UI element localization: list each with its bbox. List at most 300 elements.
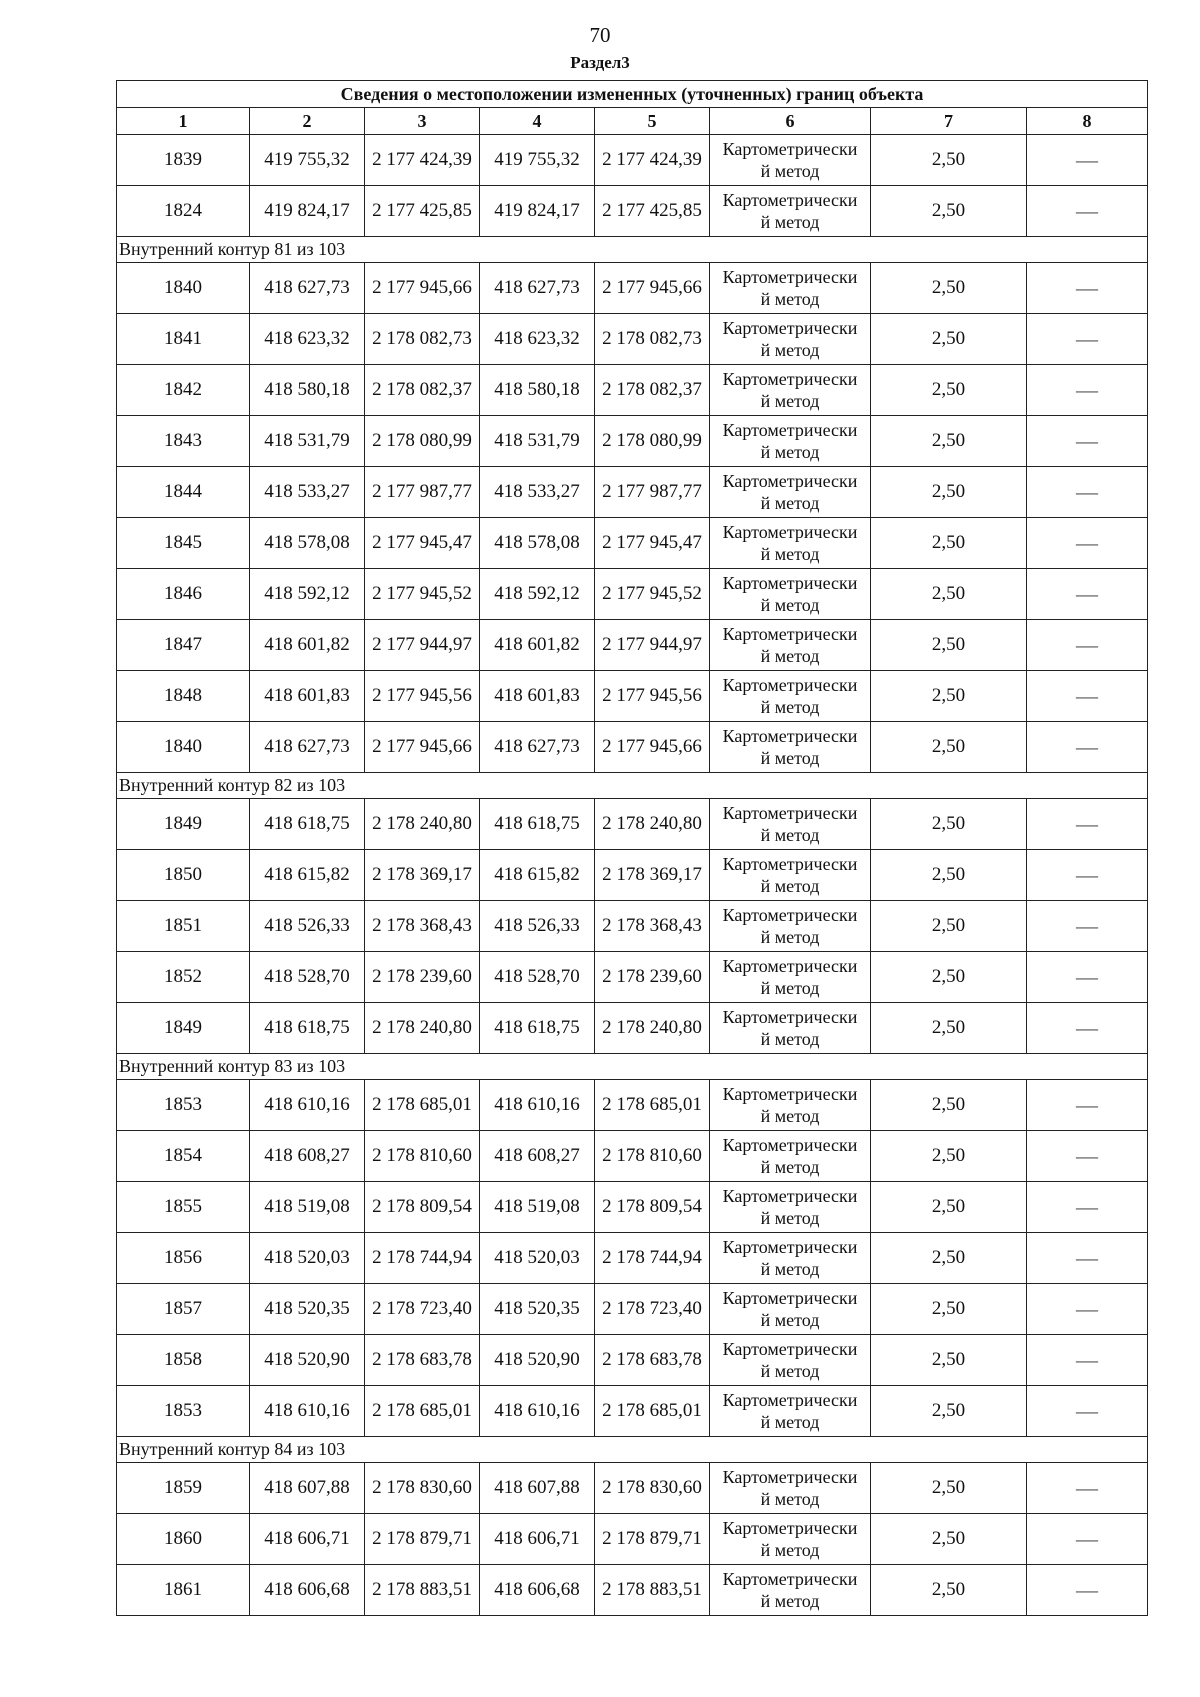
point-number-cell: 1857: [117, 1284, 250, 1335]
y-new-cell: 2 177 945,47: [595, 518, 710, 569]
x-old-cell: 418 601,83: [250, 671, 365, 722]
method-text-line1: Картометрически: [722, 803, 858, 823]
method-text-line2: й метод: [760, 1540, 820, 1560]
method-text-line1: Картометрически: [722, 420, 858, 440]
accuracy-cell: 2,50: [871, 314, 1027, 365]
y-old-cell: 2 177 945,66: [365, 722, 480, 773]
description-cell: —: [1027, 1463, 1148, 1514]
table-row: [117, 518, 1148, 569]
x-new-cell: 418 601,83: [480, 671, 595, 722]
method-text-line2: й метод: [760, 748, 820, 768]
description-cell: —: [1027, 901, 1148, 952]
y-new-cell: 2 178 879,71: [595, 1514, 710, 1565]
description-cell: —: [1027, 467, 1148, 518]
y-new-cell: 2 177 945,52: [595, 569, 710, 620]
page-number: 70: [589, 23, 611, 47]
x-new-cell: 418 623,32: [480, 314, 595, 365]
column-header: 8: [1027, 108, 1148, 135]
accuracy-cell: 2,50: [871, 1514, 1027, 1565]
method-text-line2: й метод: [760, 1259, 820, 1279]
y-old-cell: 2 178 082,37: [365, 365, 480, 416]
method-text-line2: й метод: [760, 340, 820, 360]
y-old-cell: 2 177 424,39: [365, 135, 480, 186]
point-number-cell: 1848: [117, 671, 250, 722]
y-new-cell: 2 178 240,80: [595, 1003, 710, 1054]
method-text-line1: Картометрически: [722, 267, 858, 287]
method-text-line2: й метод: [760, 161, 820, 181]
description-cell: —: [1027, 263, 1148, 314]
description-cell: —: [1027, 135, 1148, 186]
table-row: [117, 1182, 1148, 1233]
method-cell: [710, 1335, 871, 1386]
y-old-cell: 2 178 810,60: [365, 1131, 480, 1182]
contour-header-row: [117, 773, 1148, 799]
y-new-cell: 2 177 945,66: [595, 263, 710, 314]
method-text-line2: й метод: [760, 1489, 820, 1509]
point-number-cell: 1841: [117, 314, 250, 365]
table-row: [117, 467, 1148, 518]
y-new-cell: 2 178 883,51: [595, 1565, 710, 1616]
method-text-line2: й метод: [760, 1591, 820, 1611]
method-text-line2: й метод: [760, 1361, 820, 1381]
method-cell: [710, 467, 871, 518]
accuracy-cell: 2,50: [871, 901, 1027, 952]
method-cell: [710, 1284, 871, 1335]
point-number-cell: 1840: [117, 722, 250, 773]
table-row: [117, 186, 1148, 237]
y-old-cell: 2 178 685,01: [365, 1080, 480, 1131]
accuracy-cell: 2,50: [871, 186, 1027, 237]
y-old-cell: 2 177 945,52: [365, 569, 480, 620]
method-cell: [710, 1565, 871, 1616]
method-text-line1: Картометрически: [722, 573, 858, 593]
method-text-line2: й метод: [760, 1029, 820, 1049]
method-text-line2: й метод: [760, 825, 820, 845]
x-old-cell: 418 608,27: [250, 1131, 365, 1182]
method-cell: [710, 1131, 871, 1182]
y-new-cell: 2 178 080,99: [595, 416, 710, 467]
accuracy-cell: 2,50: [871, 569, 1027, 620]
x-new-cell: 419 824,17: [480, 186, 595, 237]
column-header: 2: [250, 108, 365, 135]
y-new-cell: 2 178 369,17: [595, 850, 710, 901]
table-header-row: [117, 108, 1148, 135]
contour-header-row: [117, 1054, 1148, 1080]
description-cell: —: [1027, 1233, 1148, 1284]
method-text-line1: Картометрически: [722, 726, 858, 746]
x-new-cell: 418 627,73: [480, 263, 595, 314]
accuracy-cell: 2,50: [871, 1335, 1027, 1386]
y-new-cell: 2 177 424,39: [595, 135, 710, 186]
method-text-line2: й метод: [760, 1208, 820, 1228]
accuracy-cell: 2,50: [871, 620, 1027, 671]
method-cell: [710, 1003, 871, 1054]
point-number-cell: 1840: [117, 263, 250, 314]
x-old-cell: 418 520,03: [250, 1233, 365, 1284]
point-number-cell: 1846: [117, 569, 250, 620]
description-cell: —: [1027, 1284, 1148, 1335]
point-number-cell: 1861: [117, 1565, 250, 1616]
accuracy-cell: 2,50: [871, 952, 1027, 1003]
x-old-cell: 418 606,68: [250, 1565, 365, 1616]
accuracy-cell: 2,50: [871, 1463, 1027, 1514]
column-header: 6: [710, 108, 871, 135]
y-old-cell: 2 178 369,17: [365, 850, 480, 901]
point-number-cell: 1844: [117, 467, 250, 518]
method-text-line2: й метод: [760, 927, 820, 947]
x-old-cell: 418 580,18: [250, 365, 365, 416]
description-cell: —: [1027, 569, 1148, 620]
y-new-cell: 2 178 685,01: [595, 1080, 710, 1131]
accuracy-cell: 2,50: [871, 671, 1027, 722]
method-cell: [710, 1386, 871, 1437]
method-text-line1: Картометрически: [722, 1288, 858, 1308]
method-text-line2: й метод: [760, 544, 820, 564]
section-title: Раздел3: [570, 53, 630, 72]
method-text-line1: Картометрически: [722, 190, 858, 210]
y-old-cell: 2 178 883,51: [365, 1565, 480, 1616]
method-text-line2: й метод: [760, 1310, 820, 1330]
method-text-line2: й метод: [760, 646, 820, 666]
table-row: [117, 569, 1148, 620]
x-new-cell: 418 610,16: [480, 1080, 595, 1131]
method-text-line1: Картометрически: [722, 1135, 858, 1155]
point-number-cell: 1853: [117, 1080, 250, 1131]
y-new-cell: 2 178 809,54: [595, 1182, 710, 1233]
contour-label: Внутренний контур 83 из 103: [117, 1054, 1148, 1080]
column-header: 5: [595, 108, 710, 135]
table-row: [117, 1284, 1148, 1335]
description-cell: —: [1027, 799, 1148, 850]
x-new-cell: 418 580,18: [480, 365, 595, 416]
accuracy-cell: 2,50: [871, 416, 1027, 467]
method-cell: [710, 569, 871, 620]
method-text-line2: й метод: [760, 876, 820, 896]
x-old-cell: 418 520,35: [250, 1284, 365, 1335]
method-text-line2: й метод: [760, 442, 820, 462]
x-old-cell: 418 610,16: [250, 1386, 365, 1437]
description-cell: —: [1027, 314, 1148, 365]
table-row: [117, 671, 1148, 722]
method-cell: [710, 135, 871, 186]
y-new-cell: 2 178 810,60: [595, 1131, 710, 1182]
y-old-cell: 2 178 830,60: [365, 1463, 480, 1514]
y-new-cell: 2 177 987,77: [595, 467, 710, 518]
method-cell: [710, 1514, 871, 1565]
accuracy-cell: 2,50: [871, 467, 1027, 518]
point-number-cell: 1855: [117, 1182, 250, 1233]
x-old-cell: 418 618,75: [250, 799, 365, 850]
point-number-cell: 1849: [117, 1003, 250, 1054]
x-new-cell: 418 519,08: [480, 1182, 595, 1233]
x-new-cell: 419 755,32: [480, 135, 595, 186]
y-old-cell: 2 178 239,60: [365, 952, 480, 1003]
point-number-cell: 1847: [117, 620, 250, 671]
point-number-cell: 1851: [117, 901, 250, 952]
x-new-cell: 418 531,79: [480, 416, 595, 467]
point-number-cell: 1839: [117, 135, 250, 186]
method-text-line1: Картометрически: [722, 1569, 858, 1589]
method-text-line1: Картометрически: [722, 1467, 858, 1487]
description-cell: —: [1027, 1080, 1148, 1131]
method-text-line2: й метод: [760, 978, 820, 998]
description-cell: —: [1027, 1182, 1148, 1233]
contour-header-row: [117, 237, 1148, 263]
x-old-cell: 418 627,73: [250, 263, 365, 314]
table-row: [117, 416, 1148, 467]
x-old-cell: 419 824,17: [250, 186, 365, 237]
table-row: [117, 365, 1148, 416]
contour-label: Внутренний контур 81 из 103: [117, 237, 1148, 263]
table-row: [117, 1131, 1148, 1182]
x-new-cell: 418 610,16: [480, 1386, 595, 1437]
x-new-cell: 418 520,03: [480, 1233, 595, 1284]
point-number-cell: 1854: [117, 1131, 250, 1182]
method-cell: [710, 416, 871, 467]
y-new-cell: 2 177 945,56: [595, 671, 710, 722]
contour-label: Внутренний контур 82 из 103: [117, 773, 1148, 799]
accuracy-cell: 2,50: [871, 1386, 1027, 1437]
method-text-line1: Картометрически: [722, 1390, 858, 1410]
accuracy-cell: 2,50: [871, 1284, 1027, 1335]
method-text-line1: Картометрически: [722, 318, 858, 338]
accuracy-cell: 2,50: [871, 518, 1027, 569]
method-text-line1: Картометрически: [722, 624, 858, 644]
point-number-cell: 1856: [117, 1233, 250, 1284]
y-old-cell: 2 178 368,43: [365, 901, 480, 952]
method-cell: [710, 799, 871, 850]
description-cell: —: [1027, 952, 1148, 1003]
description-cell: —: [1027, 722, 1148, 773]
x-old-cell: 418 606,71: [250, 1514, 365, 1565]
accuracy-cell: 2,50: [871, 1233, 1027, 1284]
y-old-cell: 2 178 082,73: [365, 314, 480, 365]
x-old-cell: 418 578,08: [250, 518, 365, 569]
description-cell: —: [1027, 518, 1148, 569]
y-old-cell: 2 178 683,78: [365, 1335, 480, 1386]
x-new-cell: 418 533,27: [480, 467, 595, 518]
point-number-cell: 1859: [117, 1463, 250, 1514]
method-text-line1: Картометрически: [722, 139, 858, 159]
table-caption: Сведения о местоположении измененных (уточненных) границ объекта: [117, 81, 1148, 108]
point-number-cell: 1852: [117, 952, 250, 1003]
y-new-cell: 2 178 685,01: [595, 1386, 710, 1437]
x-old-cell: 418 610,16: [250, 1080, 365, 1131]
description-cell: —: [1027, 1514, 1148, 1565]
point-number-cell: 1853: [117, 1386, 250, 1437]
method-cell: [710, 1463, 871, 1514]
x-new-cell: 418 528,70: [480, 952, 595, 1003]
method-text-line1: Картометрически: [722, 905, 858, 925]
description-cell: —: [1027, 186, 1148, 237]
y-old-cell: 2 178 744,94: [365, 1233, 480, 1284]
method-cell: [710, 671, 871, 722]
method-cell: [710, 518, 871, 569]
table-row: [117, 1565, 1148, 1616]
method-cell: [710, 186, 871, 237]
x-old-cell: 418 623,32: [250, 314, 365, 365]
accuracy-cell: 2,50: [871, 1182, 1027, 1233]
method-text-line2: й метод: [760, 697, 820, 717]
y-old-cell: 2 178 809,54: [365, 1182, 480, 1233]
method-text-line2: й метод: [760, 493, 820, 513]
y-new-cell: 2 178 082,37: [595, 365, 710, 416]
method-text-line1: Картометрически: [722, 1007, 858, 1027]
x-new-cell: 418 615,82: [480, 850, 595, 901]
x-new-cell: 418 607,88: [480, 1463, 595, 1514]
x-new-cell: 418 526,33: [480, 901, 595, 952]
y-old-cell: 2 178 080,99: [365, 416, 480, 467]
x-old-cell: 418 592,12: [250, 569, 365, 620]
x-new-cell: 418 520,90: [480, 1335, 595, 1386]
description-cell: —: [1027, 1003, 1148, 1054]
y-old-cell: 2 177 944,97: [365, 620, 480, 671]
description-cell: —: [1027, 1335, 1148, 1386]
method-text-line1: Картометрически: [722, 675, 858, 695]
description-cell: —: [1027, 671, 1148, 722]
accuracy-cell: 2,50: [871, 722, 1027, 773]
method-cell: [710, 1233, 871, 1284]
contour-label: Внутренний контур 84 из 103: [117, 1437, 1148, 1463]
x-old-cell: 418 531,79: [250, 416, 365, 467]
method-text-line2: й метод: [760, 1157, 820, 1177]
y-new-cell: 2 178 723,40: [595, 1284, 710, 1335]
point-number-cell: 1850: [117, 850, 250, 901]
y-new-cell: 2 178 239,60: [595, 952, 710, 1003]
y-new-cell: 2 178 683,78: [595, 1335, 710, 1386]
method-text-line1: Картометрически: [722, 522, 858, 542]
x-new-cell: 418 618,75: [480, 799, 595, 850]
y-new-cell: 2 178 830,60: [595, 1463, 710, 1514]
description-cell: —: [1027, 1386, 1148, 1437]
table-row: [117, 850, 1148, 901]
accuracy-cell: 2,50: [871, 1003, 1027, 1054]
point-number-cell: 1842: [117, 365, 250, 416]
x-old-cell: 418 627,73: [250, 722, 365, 773]
column-header: 1: [117, 108, 250, 135]
x-new-cell: 418 606,68: [480, 1565, 595, 1616]
y-old-cell: 2 178 879,71: [365, 1514, 480, 1565]
y-old-cell: 2 177 945,56: [365, 671, 480, 722]
x-new-cell: 418 618,75: [480, 1003, 595, 1054]
table-row: [117, 135, 1148, 186]
accuracy-cell: 2,50: [871, 365, 1027, 416]
point-number-cell: 1843: [117, 416, 250, 467]
x-new-cell: 418 627,73: [480, 722, 595, 773]
y-new-cell: 2 178 240,80: [595, 799, 710, 850]
description-cell: —: [1027, 1131, 1148, 1182]
y-new-cell: 2 178 082,73: [595, 314, 710, 365]
accuracy-cell: 2,50: [871, 135, 1027, 186]
y-old-cell: 2 178 240,80: [365, 799, 480, 850]
y-old-cell: 2 177 945,66: [365, 263, 480, 314]
table-row: [117, 263, 1148, 314]
y-old-cell: 2 178 240,80: [365, 1003, 480, 1054]
x-old-cell: 418 520,90: [250, 1335, 365, 1386]
method-text-line1: Картометрически: [722, 1339, 858, 1359]
x-old-cell: 418 615,82: [250, 850, 365, 901]
table-row: [117, 1514, 1148, 1565]
method-text-line1: Картометрически: [722, 1518, 858, 1538]
table-caption-row: [117, 81, 1148, 108]
table-row: [117, 901, 1148, 952]
method-text-line1: Картометрически: [722, 1237, 858, 1257]
y-old-cell: 2 178 685,01: [365, 1386, 480, 1437]
y-old-cell: 2 177 987,77: [365, 467, 480, 518]
table-row: [117, 1463, 1148, 1514]
y-new-cell: 2 177 945,66: [595, 722, 710, 773]
x-new-cell: 418 520,35: [480, 1284, 595, 1335]
method-text-line2: й метод: [760, 1106, 820, 1126]
table-row: [117, 1335, 1148, 1386]
x-old-cell: 419 755,32: [250, 135, 365, 186]
table-row: [117, 620, 1148, 671]
method-cell: [710, 263, 871, 314]
point-number-cell: 1845: [117, 518, 250, 569]
x-old-cell: 418 618,75: [250, 1003, 365, 1054]
method-cell: [710, 620, 871, 671]
point-number-cell: 1824: [117, 186, 250, 237]
x-new-cell: 418 592,12: [480, 569, 595, 620]
description-cell: —: [1027, 850, 1148, 901]
description-cell: —: [1027, 1565, 1148, 1616]
method-text-line2: й метод: [760, 391, 820, 411]
table-row: [117, 1233, 1148, 1284]
table-row: [117, 1003, 1148, 1054]
x-new-cell: 418 606,71: [480, 1514, 595, 1565]
point-number-cell: 1860: [117, 1514, 250, 1565]
accuracy-cell: 2,50: [871, 799, 1027, 850]
y-new-cell: 2 177 425,85: [595, 186, 710, 237]
y-new-cell: 2 178 368,43: [595, 901, 710, 952]
method-cell: [710, 901, 871, 952]
table-row: [117, 952, 1148, 1003]
method-cell: [710, 952, 871, 1003]
method-text-line1: Картометрически: [722, 1084, 858, 1104]
method-text-line2: й метод: [760, 289, 820, 309]
y-old-cell: 2 177 945,47: [365, 518, 480, 569]
method-text-line2: й метод: [760, 595, 820, 615]
method-cell: [710, 850, 871, 901]
method-cell: [710, 1080, 871, 1131]
y-old-cell: 2 177 425,85: [365, 186, 480, 237]
y-old-cell: 2 178 723,40: [365, 1284, 480, 1335]
method-cell: [710, 314, 871, 365]
accuracy-cell: 2,50: [871, 263, 1027, 314]
method-text-line1: Картометрически: [722, 471, 858, 491]
x-new-cell: 418 578,08: [480, 518, 595, 569]
y-new-cell: 2 177 944,97: [595, 620, 710, 671]
method-text-line1: Картометрически: [722, 854, 858, 874]
method-text-line2: й метод: [760, 212, 820, 232]
table-row: [117, 314, 1148, 365]
x-old-cell: 418 528,70: [250, 952, 365, 1003]
accuracy-cell: 2,50: [871, 1080, 1027, 1131]
description-cell: —: [1027, 620, 1148, 671]
table-row: [117, 722, 1148, 773]
description-cell: —: [1027, 365, 1148, 416]
point-number-cell: 1849: [117, 799, 250, 850]
x-new-cell: 418 608,27: [480, 1131, 595, 1182]
description-cell: —: [1027, 416, 1148, 467]
method-cell: [710, 722, 871, 773]
boundary-table: [116, 80, 1148, 1616]
table-row: [117, 1386, 1148, 1437]
x-new-cell: 418 601,82: [480, 620, 595, 671]
method-text-line1: Картометрически: [722, 956, 858, 976]
method-cell: [710, 365, 871, 416]
x-old-cell: 418 601,82: [250, 620, 365, 671]
